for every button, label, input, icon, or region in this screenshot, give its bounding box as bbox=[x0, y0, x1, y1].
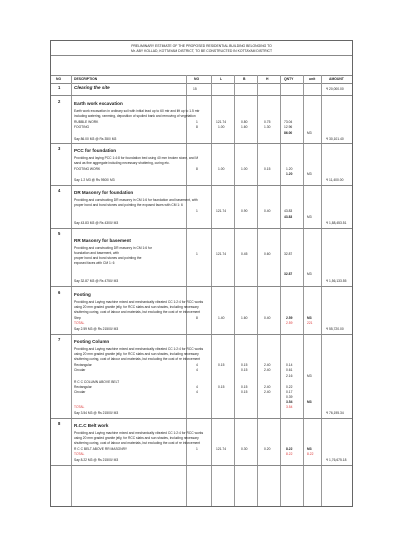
col-nos-header: NO bbox=[194, 77, 200, 81]
col-divider bbox=[71, 75, 72, 506]
item-unit: M3 bbox=[307, 272, 312, 276]
row-l: 121.74 bbox=[216, 209, 227, 213]
item-total: 86.00 bbox=[284, 131, 293, 135]
item-unit: M3 bbox=[307, 374, 312, 378]
row-b: 0.15 bbox=[241, 385, 248, 389]
item-say: Say 43.83 M3 @ Rs 4300/ M3 bbox=[74, 221, 119, 225]
row-b: 1.60 bbox=[241, 125, 248, 129]
col-divider bbox=[321, 75, 322, 506]
item-desc: exposed faces with CM 1: 6 bbox=[74, 261, 115, 265]
row-l: 1.00 bbox=[218, 167, 225, 171]
item-title: RR Masonry for basement bbox=[74, 238, 131, 243]
col-h-header: H bbox=[266, 77, 269, 81]
row-label: Step bbox=[74, 316, 81, 320]
row-nos: 1 bbox=[196, 120, 198, 124]
item-desc: Earth work excavation in ordinary soil with initial lead up to 60 mtr and lift up to 1.5 mtr bbox=[74, 109, 200, 113]
col-amount-header: AMOUNT bbox=[329, 77, 344, 81]
item-amount: ₹ 11,400.00 bbox=[326, 178, 344, 182]
row-label: Rectangular bbox=[74, 363, 92, 367]
item-number: 4 bbox=[58, 188, 61, 193]
row-nos: 4 bbox=[196, 368, 198, 372]
row-nos: 8 bbox=[196, 167, 198, 171]
item-number: 3 bbox=[58, 146, 61, 151]
row-divider bbox=[51, 143, 352, 144]
row-divider bbox=[51, 228, 352, 229]
row-divider bbox=[51, 418, 352, 419]
col-unit-header: unit bbox=[309, 77, 316, 81]
col-l-header: L bbox=[220, 77, 223, 81]
item-desc: foundation and basement, with bbox=[74, 251, 119, 255]
item-unit: M3 bbox=[307, 447, 312, 451]
row-l: 121.74 bbox=[216, 252, 227, 256]
item-amount: ₹ 1,76,675.18 bbox=[326, 458, 347, 462]
column-header-bottom bbox=[51, 83, 352, 84]
row-divider bbox=[51, 286, 352, 287]
item-title: Footing Column bbox=[74, 339, 110, 344]
row-b: 0.45 bbox=[241, 252, 248, 256]
row-h: 2.40 bbox=[264, 385, 271, 389]
row-nos: 4 bbox=[196, 390, 198, 394]
row-qnty: 0.22 bbox=[286, 385, 293, 389]
row-nos: 1 bbox=[196, 209, 198, 213]
row-b: 1.00 bbox=[241, 167, 248, 171]
col-divider bbox=[257, 75, 258, 506]
item-number: 7 bbox=[58, 337, 61, 342]
row-divider bbox=[51, 465, 352, 466]
row-h: 0.60 bbox=[264, 252, 271, 256]
col-b-header: B bbox=[243, 77, 246, 81]
row-qnty: 1.20 bbox=[286, 167, 293, 171]
item-nos: 15 bbox=[193, 87, 197, 91]
item-total: 3.54 bbox=[286, 400, 293, 404]
col-no-header: NO bbox=[56, 77, 62, 81]
item-desc: shuttering curing, cost of labour and materials, but excluding the cost of re inforcement bbox=[74, 357, 201, 361]
col-qnty-header: QNTY bbox=[284, 77, 294, 81]
item-desc: proper bond and bond stones and pointing the bbox=[74, 256, 142, 260]
row-qnty: 0.61 bbox=[286, 368, 293, 372]
item-desc: proper bond and bond stones and pointing the exposed faces with CM 1: 6 bbox=[74, 203, 183, 207]
item-total-label: TOTAL bbox=[74, 452, 85, 456]
row-nos: 1 bbox=[196, 447, 198, 451]
row-h: 0.20 bbox=[264, 447, 271, 451]
row-divider bbox=[51, 334, 352, 335]
item-title: Earth work excavation bbox=[74, 101, 123, 106]
row-divider bbox=[51, 185, 352, 186]
item-total: 2.59 bbox=[286, 321, 293, 325]
row-qnty: 0.39 bbox=[286, 395, 293, 399]
header-line-2: Mr. ABY KOLLAD, KOTTAYAM DISTRICT, TO BE CONSTRUCTED IN KOTTAYAM DISTRICT bbox=[130, 49, 273, 53]
item-desc: shuttering curing, cost of labour and materials, but excluding the cost of re inforcement bbox=[74, 310, 201, 314]
row-h: 0.15 bbox=[264, 167, 271, 171]
row-l: 1.00 bbox=[218, 125, 225, 129]
item-desc: shuttering curing, cost of labour and materials, but excluding the cost of re inforcement bbox=[74, 441, 201, 445]
row-label: Rectangular bbox=[74, 385, 92, 389]
col-divider bbox=[303, 75, 304, 506]
row-qnty: 73.04 bbox=[284, 120, 293, 124]
row-label: RUBBLE WORK bbox=[74, 120, 99, 124]
item-desc: Providing and constructing DR masonry in CM 1:6 for foundation and basement, with bbox=[74, 198, 198, 202]
item-amount: ₹ 30,101.40 bbox=[326, 137, 344, 141]
item-total: 32.87 bbox=[284, 272, 293, 276]
row-nos: 1 bbox=[196, 252, 198, 256]
row-nos: 4 bbox=[196, 385, 198, 389]
item-amount: ₹ 55,720.00 bbox=[326, 327, 344, 331]
header-divider bbox=[51, 55, 352, 56]
row-l: 121.74 bbox=[216, 447, 227, 451]
item-red-value: 8.22 bbox=[307, 452, 314, 456]
row-nos: 8 bbox=[196, 316, 198, 320]
item-number: 1 bbox=[58, 85, 61, 90]
row-l: 0.15 bbox=[218, 385, 225, 389]
header-line-1: PRELIMINARY ESTIMATE OF THE PROPOSED RESIDENTIAL BUILDING BELONGING TO bbox=[131, 44, 272, 48]
item-desc: sand as fine aggregate including necessary shuttering, curing etc. bbox=[74, 161, 170, 165]
row-l: 1.40 bbox=[218, 316, 225, 320]
item-unit: M3 bbox=[307, 131, 312, 135]
item-desc: including watering, ramming, deposition of spoiled bank and removing of vegetation bbox=[74, 114, 196, 118]
item-say: Say 86.00 M3 @ Rs 350/ M3 bbox=[74, 137, 117, 141]
estimate-sheet bbox=[50, 40, 353, 507]
item-total-label: TOTAL bbox=[74, 405, 85, 409]
row-l: 121.74 bbox=[216, 120, 227, 124]
item-desc: using 20 mm graded granite jelly, for RCC slabs and sun shades, including necessary bbox=[74, 352, 199, 356]
row-qnty: 12.96 bbox=[284, 125, 293, 129]
item-title: Clearing the site bbox=[74, 85, 110, 90]
row-b: 0.80 bbox=[241, 120, 248, 124]
item-say: Say 8.22 M3 @ Rs 21500/ M3 bbox=[74, 458, 119, 462]
item-say: Say 1.2 M3 @ Rs 9500/ M3 bbox=[74, 178, 115, 182]
item-red-value: 3.54 bbox=[286, 405, 293, 409]
item-desc: using 20 mm graded granite jelly, for RCC slabs and sun shades, including necessary bbox=[74, 436, 199, 440]
row-qnty: 0.17 bbox=[286, 390, 293, 394]
col-divider bbox=[280, 75, 281, 506]
row-qnty: 8.22 bbox=[286, 447, 293, 451]
item-desc: Providing and constructing DR masonry in CM 1:6 for bbox=[74, 246, 152, 250]
col-divider bbox=[234, 75, 235, 506]
col-description-header: DESCRIPTION bbox=[74, 77, 98, 81]
item-unit: M3 bbox=[307, 316, 312, 320]
column-header-top bbox=[51, 75, 352, 76]
item-say: Say 2.59 M3 @ Rs 21500/ M3 bbox=[74, 327, 119, 331]
row-b: 0.15 bbox=[241, 363, 248, 367]
row-label: R C C COLUMN ABOVE BELT bbox=[74, 380, 120, 384]
row-b: 0.15 bbox=[241, 390, 248, 394]
row-label: Circular bbox=[74, 390, 86, 394]
row-h: 2.40 bbox=[264, 390, 271, 394]
row-l: 0.15 bbox=[218, 363, 225, 367]
item-amount: ₹ 1,56,133.55 bbox=[326, 279, 347, 283]
item-total: 43.83 bbox=[284, 215, 293, 219]
row-h: 2.40 bbox=[264, 368, 271, 372]
item-number: 6 bbox=[58, 290, 61, 295]
item-number: 8 bbox=[58, 421, 61, 426]
item-total: 1.20 bbox=[286, 172, 293, 176]
item-title: DR Masonry for foundation bbox=[74, 190, 134, 195]
row-divider bbox=[51, 95, 352, 96]
col-divider bbox=[211, 75, 212, 506]
row-b: 0.15 bbox=[241, 368, 248, 372]
item-amount: ₹ 1,88,453.51 bbox=[326, 221, 347, 225]
item-desc: Providing and Laying machine mixed and mechanically vibrated CC 1:2:4 for RCC works bbox=[74, 431, 204, 435]
row-qnty: 2.16 bbox=[286, 374, 293, 378]
item-title: PCC for foundation bbox=[74, 148, 117, 153]
item-amount: ₹ 20,000.00 bbox=[326, 87, 344, 91]
item-unit: M3 bbox=[307, 400, 312, 404]
row-qnty: 43.83 bbox=[284, 209, 293, 213]
row-nos: 8 bbox=[196, 125, 198, 129]
row-label: FOOTING bbox=[74, 125, 90, 129]
item-say: Say 3.54 M3 @ Rs 21500/ M3 bbox=[74, 411, 119, 415]
item-unit: M3 bbox=[307, 172, 312, 176]
item-red-value: 221 bbox=[307, 321, 313, 325]
row-h: 1.30 bbox=[264, 125, 271, 129]
item-total-label: TOTAL bbox=[74, 321, 85, 325]
row-h: 0.40 bbox=[264, 316, 271, 320]
item-number: 5 bbox=[58, 231, 61, 236]
row-label: R C C BELT ABOVE RR MASONRY bbox=[74, 447, 128, 451]
item-total: 8.22 bbox=[286, 452, 293, 456]
row-nos: 4 bbox=[196, 363, 198, 367]
row-b: 1.60 bbox=[241, 316, 248, 320]
row-h: 0.75 bbox=[264, 120, 271, 124]
row-qnty: 32.87 bbox=[284, 252, 293, 256]
item-unit: M3 bbox=[307, 215, 312, 219]
item-desc: using 20 mm graded granite jelly, for RCC slabs and sun shades, including necessary bbox=[74, 305, 199, 309]
row-b: 0.30 bbox=[241, 447, 248, 451]
row-h: 0.40 bbox=[264, 209, 271, 213]
item-number: 2 bbox=[58, 99, 61, 104]
row-label: FOOTING WORK bbox=[74, 167, 101, 171]
row-b: 0.90 bbox=[241, 209, 248, 213]
item-title: Footing bbox=[74, 292, 91, 297]
item-desc: Providing and Laying machine mixed and mechanically vibrated CC 1:2:4 for RCC works bbox=[74, 300, 204, 304]
row-qnty: 2.59 bbox=[286, 316, 293, 320]
item-say: Say 32.87 M3 @ Rs 4750/ M3 bbox=[74, 279, 119, 283]
item-desc: Providing and laying PCC 1:4:8 for foundation bed using 40 mm broken stone, and M bbox=[74, 156, 199, 160]
row-qnty: 0.14 bbox=[286, 363, 293, 367]
row-label: Circular bbox=[74, 368, 86, 372]
item-title: R.C.C Belt work bbox=[74, 423, 109, 428]
item-amount: ₹ 76,195.34 bbox=[326, 411, 344, 415]
row-h: 2.40 bbox=[264, 363, 271, 367]
item-desc: Providing and Laying machine mixed and mechanically vibrated CC 1:2:4 for RCC works bbox=[74, 347, 204, 351]
